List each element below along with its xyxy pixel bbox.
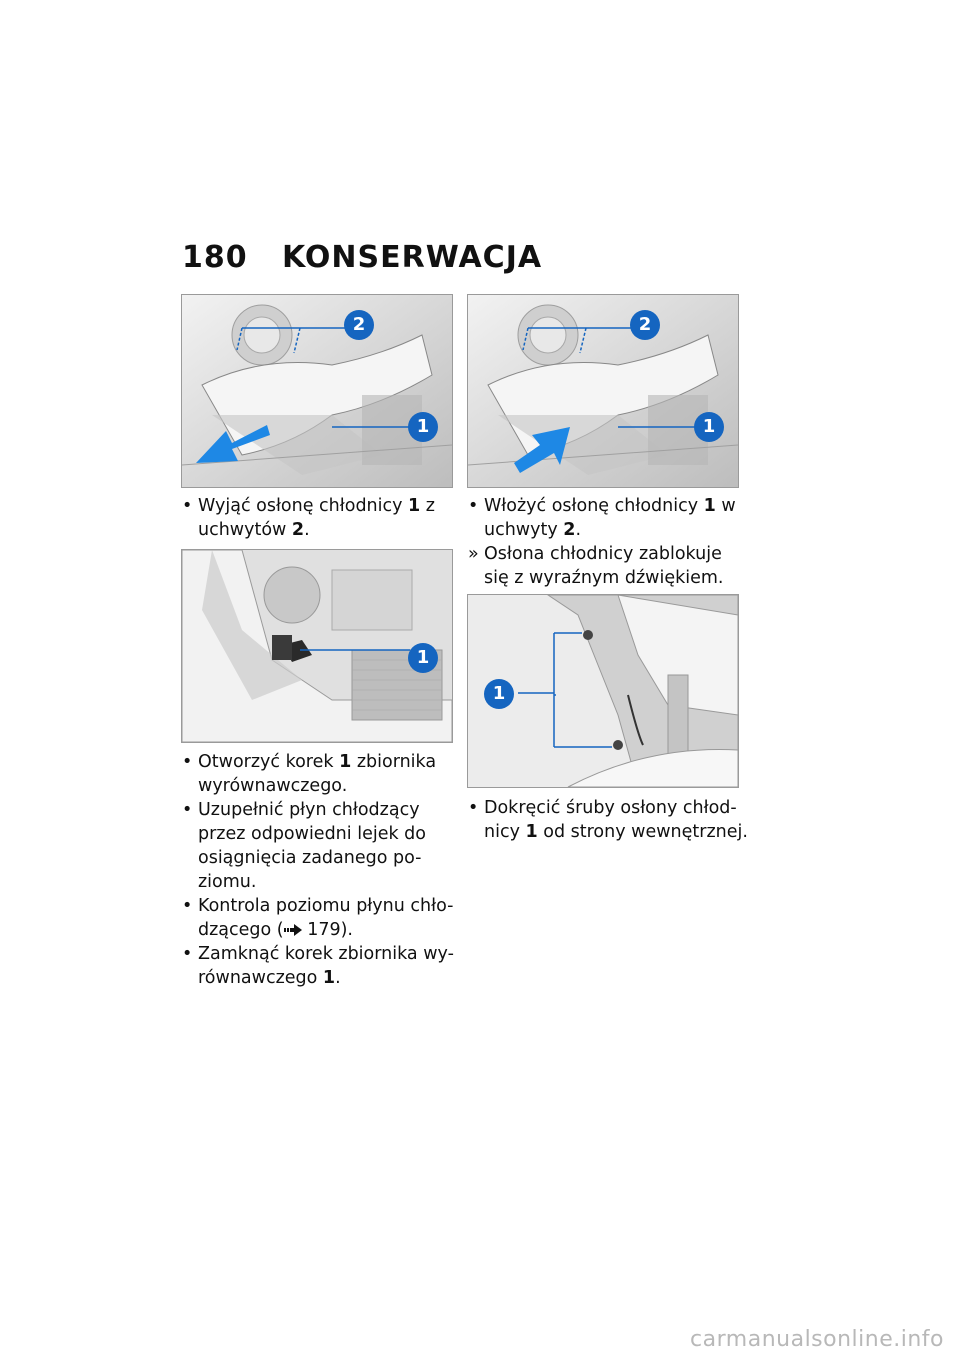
- chapter-title: KONSERWACJA: [282, 240, 543, 275]
- figure-cover-screws: [467, 594, 739, 788]
- callout-2: 2: [630, 310, 660, 340]
- step-remove-cover: • Wyjąć osłonę chłodnicy 1 z uchwytów 2.: [182, 496, 435, 540]
- figure-remove-cover: [181, 294, 453, 488]
- watermark: carmanualsonline.info: [690, 1327, 944, 1352]
- steps-coolant: • Otworzyć korek 1 zbiornika wyrównawczego. • Uzupełnić płyn chłodzący przez odpowiedni lejek do osiągnięcia zadanego po- ziomu. • Kontrola poziomu płynu chło- dzącego ( 179). • Zamknąć korek zbiornika wy- równawczego 1.: [182, 752, 454, 988]
- steps-insert-cover: • Włożyć osłonę chłodnicy 1 w uchwyty 2. » Osłona chłodnicy zablokuje się z wyraźnym dźwiękiem.: [468, 496, 736, 588]
- page-number: 180: [182, 240, 248, 275]
- callout-1: 1: [484, 679, 514, 709]
- bullet: •: [182, 496, 193, 516]
- callout-2: 2: [344, 310, 374, 340]
- callout-1: 1: [408, 643, 438, 673]
- callout-1: 1: [408, 412, 438, 442]
- figure-insert-cover: [467, 294, 739, 488]
- arrow-reference-icon[interactable]: [284, 924, 302, 936]
- figure-expansion-tank: [181, 549, 453, 743]
- callout-1: 1: [694, 412, 724, 442]
- step-tighten-screws: • Dokręcić śruby osłony chłod- nicy 1 od strony wewnętrznej.: [468, 798, 748, 842]
